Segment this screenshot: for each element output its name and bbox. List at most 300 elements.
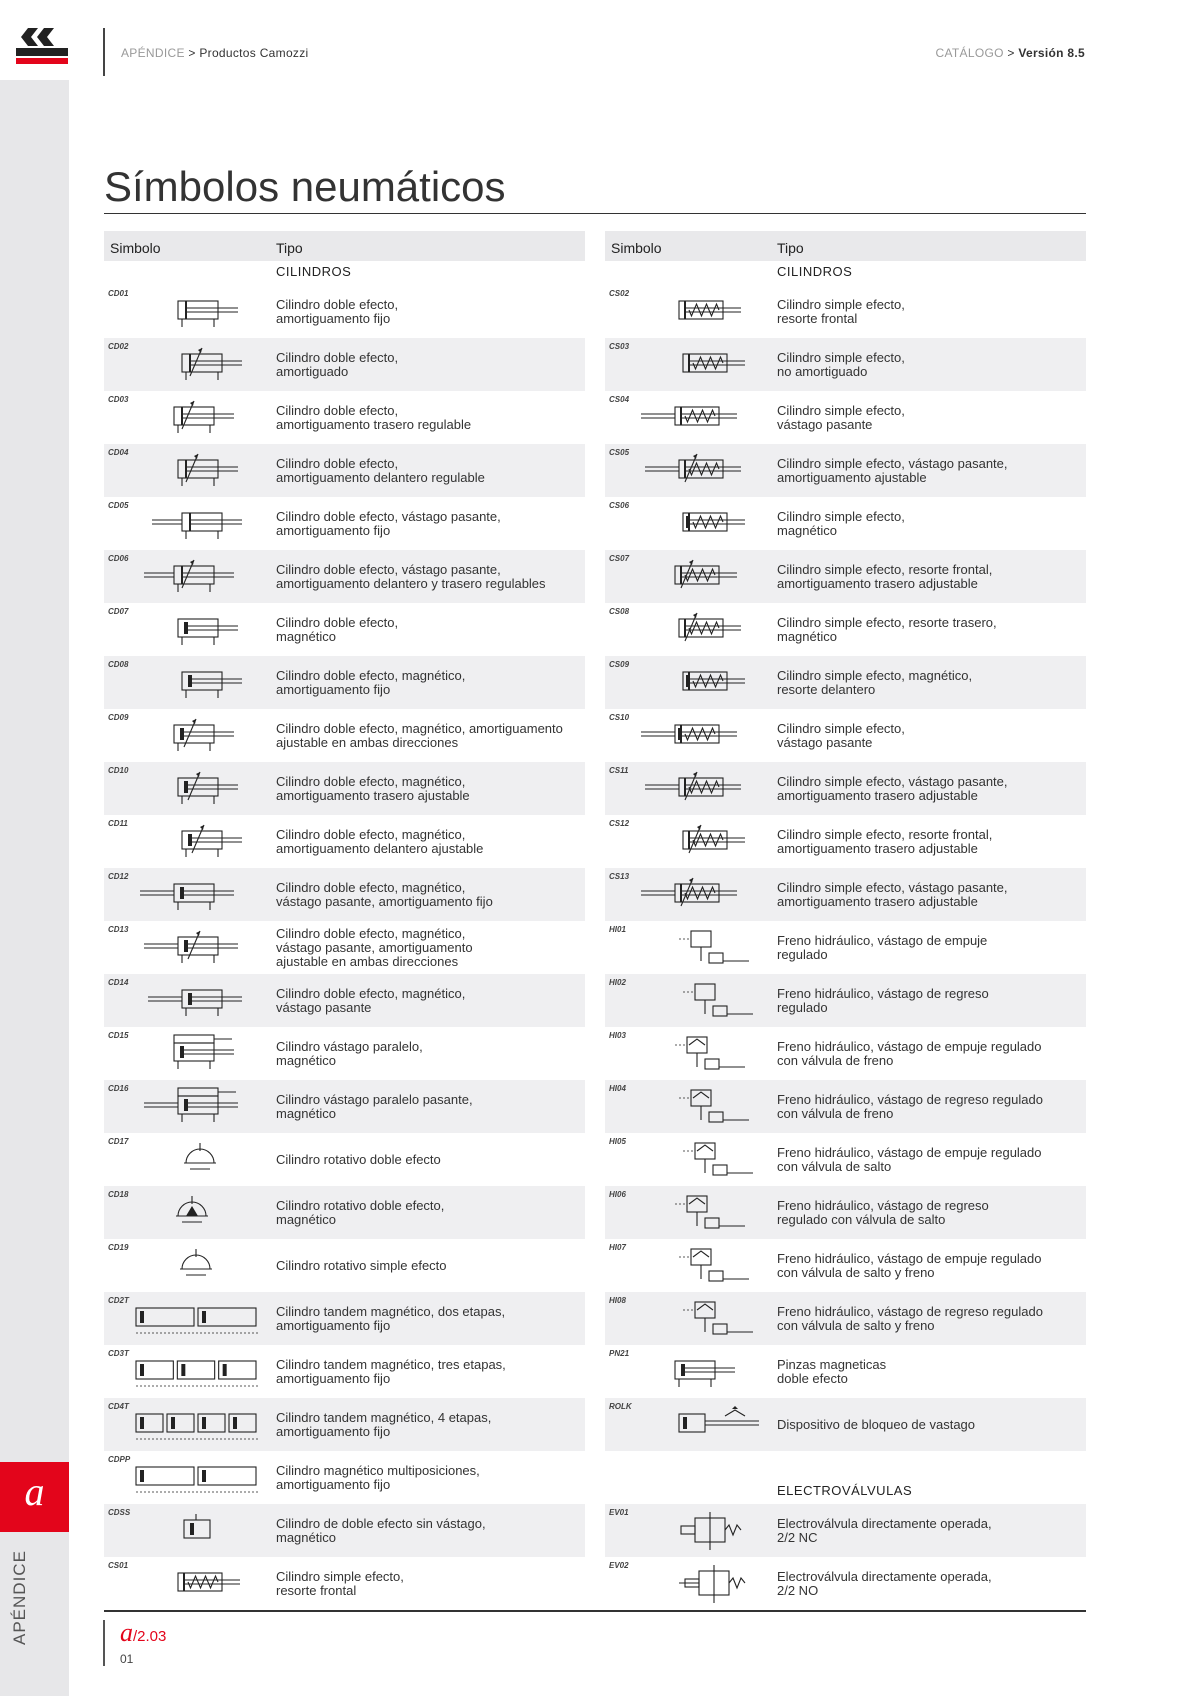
symbol-description (777, 391, 1082, 444)
symbol-code: ROLK (609, 1402, 632, 1411)
symbol-description (777, 815, 1082, 868)
hydraulic-brake-return-skip-brake-icon (635, 1298, 765, 1345)
pneumatic-symbol-icon (134, 503, 264, 545)
symbol-code: CD12 (108, 872, 129, 881)
pneumatic-symbol-icon (635, 1510, 765, 1552)
symbol-code: CD16 (108, 1084, 129, 1093)
title-divider (104, 213, 1086, 214)
symbol-description-text: Freno hidráulico, vástago de empuje regulado (777, 932, 988, 962)
symbol-code: CD14 (108, 978, 129, 987)
magnetic-cylinder-icon (134, 609, 264, 656)
symbol-description (276, 868, 581, 921)
symbol-description (276, 285, 581, 338)
symbol-code: CD2T (108, 1296, 129, 1305)
symbol-description-text: Cilindro simple efecto, magnético, resorte delantero (777, 667, 973, 697)
symbol-description (276, 550, 581, 603)
symbol-row (605, 338, 1086, 391)
symbol-code: CD09 (108, 713, 129, 722)
symbol-description (276, 815, 581, 868)
catalog-label[interactable]: CATÁLOGO (935, 46, 1004, 60)
symbol-description (777, 1186, 1082, 1239)
symbol-row (104, 444, 585, 497)
symbol-row (605, 974, 1086, 1027)
footer-divider (104, 1610, 1086, 1612)
pneumatic-symbol-icon (635, 450, 765, 492)
header-divider (103, 28, 105, 76)
magnetic-cylinder-both-adjustable-icon (134, 715, 264, 762)
symbol-description-text: Cilindro doble efecto, vástago pasante, amortiguamento delantero y trasero regulables (276, 561, 546, 591)
pneumatic-symbol-icon (635, 662, 765, 704)
symbol-description (777, 285, 1082, 338)
symbol-code: CD13 (108, 925, 129, 934)
multiposition-cylinder-icon (134, 1457, 264, 1504)
symbol-code: HI04 (609, 1084, 626, 1093)
symbol-row (605, 1504, 1086, 1557)
symbol-column-header: Simbolo (110, 240, 161, 256)
symbol-row (605, 921, 1086, 974)
pneumatic-symbol-icon (635, 1033, 765, 1075)
symbol-description (777, 1239, 1082, 1292)
symbol-row (605, 1133, 1086, 1186)
symbol-description-text: Electroválvula directamente operada, 2/2 NC (777, 1515, 992, 1545)
symbol-description-text: Cilindro doble efecto, magnético, amortiguamento trasero ajustable (276, 773, 470, 803)
symbol-row (605, 1080, 1086, 1133)
single-acting-magnetic-front-spring-icon (635, 662, 765, 709)
pneumatic-symbol-icon (635, 1086, 765, 1128)
hydraulic-brake-push-icon (635, 927, 765, 974)
symbol-table-left (104, 231, 585, 1610)
symbol-row (104, 709, 585, 762)
symbol-description (276, 1504, 581, 1557)
symbol-code: HI08 (609, 1296, 626, 1305)
tandem-cylinder-3-icon (134, 1351, 264, 1398)
symbol-description (777, 1080, 1082, 1133)
symbol-code: EV02 (609, 1561, 629, 1570)
symbol-row (104, 1345, 585, 1398)
symbol-description (777, 1504, 1082, 1557)
symbol-code: CD15 (108, 1031, 129, 1040)
symbol-description (276, 1345, 581, 1398)
symbol-description (276, 497, 581, 550)
symbol-description-text: Cilindro simple efecto, vástago pasante, amortiguamento trasero adjustable (777, 879, 1008, 909)
pneumatic-symbol-icon (635, 556, 765, 598)
symbol-description-text: Cilindro simple efecto, no amortiguado (777, 349, 905, 379)
symbol-description-text: Cilindro vástago paralelo pasante, magnético (276, 1091, 473, 1121)
symbol-description (777, 338, 1082, 391)
symbol-code: CS04 (609, 395, 630, 404)
pneumatic-symbol-icon (635, 1404, 765, 1446)
symbol-description (777, 603, 1082, 656)
pneumatic-symbol-icon (635, 980, 765, 1022)
symbol-description-text: Cilindro doble efecto, amortiguamento delantero regulable (276, 455, 485, 485)
symbol-description (777, 1133, 1082, 1186)
symbol-code: CD18 (108, 1190, 129, 1199)
symbol-description-text: Cilindro doble efecto, magnético, vástago pasante (276, 985, 466, 1015)
symbol-description-text: Freno hidráulico, vástago de regreso regulado con válvula de salto y freno (777, 1303, 1043, 1333)
symbol-code: CS09 (609, 660, 630, 669)
pneumatic-symbol-icon (134, 397, 264, 439)
symbol-description-text: Cilindro vástago paralelo, magnético (276, 1038, 423, 1068)
symbol-row (104, 1080, 585, 1133)
pneumatic-symbol-icon (134, 1245, 264, 1287)
symbol-code: CS02 (609, 289, 630, 298)
symbol-description-text: Cilindro doble efecto, magnético, vástago pasante, amortiguamento fijo (276, 879, 493, 909)
symbol-description-text: Cilindro simple efecto, vástago pasante (777, 720, 905, 750)
pneumatic-symbol-icon (134, 821, 264, 863)
tandem-cylinder-2-icon (134, 1298, 264, 1345)
symbol-description-text: Freno hidráulico, vástago de regreso regulado con válvula de salto (777, 1197, 989, 1227)
single-acting-spring-front-icon (635, 291, 765, 338)
symbol-description-text: Electroválvula directamente operada, 2/2 NO (777, 1568, 992, 1598)
symbol-description-text: Cilindro magnético multiposiciones, amortiguamento fijo (276, 1462, 480, 1492)
magnetic-cylinder-front-adjustable-icon (134, 821, 264, 868)
symbol-description (777, 1345, 1082, 1398)
symbol-code: CD3T (108, 1349, 129, 1358)
section-title: ELECTROVÁLVULAS (777, 1483, 913, 1498)
symbol-row (104, 656, 585, 709)
symbol-description (777, 444, 1082, 497)
symbol-description-text: Cilindro simple efecto, resorte frontal (777, 296, 905, 326)
symbol-description-text: Cilindro simple efecto, magnético (777, 508, 905, 538)
symbol-description (276, 656, 581, 709)
symbol-code: CS03 (609, 342, 630, 351)
camozzi-logo (0, 0, 69, 80)
symbol-description (276, 1239, 581, 1292)
symbol-code: HI07 (609, 1243, 626, 1252)
pneumatic-symbol-icon (134, 1457, 264, 1499)
symbol-description-text: Freno hidráulico, vástago de regreso regulado (777, 985, 989, 1015)
page-number-value: /2.03 (133, 1628, 167, 1645)
catalog-separator: > (1007, 46, 1015, 60)
symbol-code: CDPP (108, 1455, 131, 1464)
hydraulic-brake-return-valve-icon (635, 1086, 765, 1133)
symbol-row (605, 444, 1086, 497)
catalog-version (936, 46, 1085, 60)
symbol-description (276, 391, 581, 444)
rotary-cylinder-single-icon (134, 1245, 264, 1292)
symbol-code: CD11 (108, 819, 128, 828)
symbol-description (276, 1186, 581, 1239)
symbol-description (777, 497, 1082, 550)
symbol-description (777, 921, 1082, 974)
symbol-description (777, 1292, 1082, 1345)
magnetic-through-rod-adjustable-icon (134, 927, 264, 974)
single-acting-front-spring-rear-icon (635, 821, 765, 868)
symbol-description-text: Cilindro doble efecto, magnético, amortiguamento delantero ajustable (276, 826, 484, 856)
symbol-code: HI02 (609, 978, 626, 987)
symbol-code: CS08 (609, 607, 630, 616)
symbol-description (276, 444, 581, 497)
pneumatic-symbol-icon (635, 821, 765, 863)
symbol-row (104, 550, 585, 603)
symbol-row (104, 497, 585, 550)
symbol-description-text: Cilindro doble efecto, amortiguamento trasero regulable (276, 402, 472, 432)
symbol-row (104, 1451, 585, 1504)
symbol-row (104, 815, 585, 868)
sidebar (0, 0, 69, 1696)
single-acting-front-spring-adjustable-icon (635, 556, 765, 603)
symbol-row (605, 603, 1086, 656)
symbol-description-text: Freno hidráulico, vástago de regreso regulado con válvula de freno (777, 1091, 1043, 1121)
symbol-row (605, 815, 1086, 868)
symbol-description (777, 762, 1082, 815)
symbol-row (605, 868, 1086, 921)
symbol-description (276, 1292, 581, 1345)
symbol-code: CD03 (108, 395, 129, 404)
symbol-code: CD06 (108, 554, 129, 563)
symbol-row (605, 285, 1086, 338)
symbol-description (276, 921, 581, 974)
symbol-description-text: Cilindro simple efecto, resorte frontal, amortiguamento trasero adjustable (777, 561, 993, 591)
symbol-code: CDSS (108, 1508, 131, 1517)
symbol-description (276, 338, 581, 391)
symbol-description (777, 1027, 1082, 1080)
section-heading-row (605, 261, 1086, 285)
page-sub-number: 01 (120, 1652, 134, 1666)
single-acting-through-rod-icon (635, 397, 765, 444)
symbol-code: CS10 (609, 713, 630, 722)
symbol-description (276, 1398, 581, 1451)
parallel-through-rod-cylinder-icon (134, 1086, 264, 1133)
breadcrumb-page: Productos Camozzi (199, 46, 309, 60)
symbol-code: CS13 (609, 872, 630, 881)
single-acting-rear-spring-icon (635, 609, 765, 656)
symbol-row (104, 338, 585, 391)
pneumatic-symbol-icon (134, 768, 264, 810)
hydraulic-brake-push-skip-brake-icon (635, 1245, 765, 1292)
magnetic-cylinder-rear-adjustable-icon (134, 768, 264, 815)
symbol-description-text: Cilindro doble efecto, magnético, vástago pasante, amortiguamento ajustable en ambas direcciones (276, 925, 473, 969)
pneumatic-symbol-icon (635, 874, 765, 916)
symbol-row (605, 1292, 1086, 1345)
solenoid-valve-nc-icon (635, 1510, 765, 1557)
catalog-version-number: Versión 8.5 (1018, 46, 1085, 60)
symbol-row (104, 868, 585, 921)
symbol-row (104, 1027, 585, 1080)
rotary-cylinder-icon (134, 1139, 264, 1186)
single-acting-through-rod-rear-2-icon (635, 874, 765, 921)
double-acting-cylinder-icon (134, 291, 264, 338)
pneumatic-symbol-icon (134, 1139, 264, 1181)
symbol-description-text: Cilindro doble efecto, magnético, amortiguamento fijo (276, 667, 466, 697)
pneumatic-symbol-icon (134, 344, 264, 386)
symbol-description (777, 1398, 1082, 1451)
hydraulic-brake-push-valve-icon (635, 1033, 765, 1080)
symbol-code: PN21 (609, 1349, 630, 1358)
rotary-cylinder-magnetic-icon (134, 1192, 264, 1239)
rod-lock-device-icon (635, 1404, 765, 1451)
symbol-description-text: Cilindro simple efecto, resorte frontal, amortiguamento trasero adjustable (777, 826, 993, 856)
single-acting-magnetic-icon (635, 503, 765, 550)
pneumatic-symbol-icon (635, 1139, 765, 1181)
parallel-rod-cylinder-icon (134, 1033, 264, 1080)
symbol-row (104, 921, 585, 974)
symbol-code: EV01 (609, 1508, 629, 1517)
pneumatic-symbol-icon (134, 291, 264, 333)
symbol-description (276, 1557, 581, 1610)
symbol-description (276, 1080, 581, 1133)
pneumatic-symbol-icon (635, 1351, 765, 1393)
table-header (104, 231, 585, 261)
symbol-description-text: Cilindro doble efecto, magnético (276, 614, 399, 644)
symbol-description-text: Dispositivo de bloqueo de vastago (777, 1416, 976, 1432)
double-acting-cylinder-cushioned-icon (134, 344, 264, 391)
symbol-code: CD05 (108, 501, 129, 510)
symbol-row (104, 285, 585, 338)
symbol-description-text: Freno hidráulico, vástago de empuje regulado con válvula de salto y freno (777, 1250, 1042, 1280)
symbol-code: CS05 (609, 448, 630, 457)
hydraulic-brake-push-skip-icon (635, 1139, 765, 1186)
breadcrumb-section[interactable]: APÉNDICE (121, 46, 185, 60)
tandem-cylinder-4-icon (134, 1404, 264, 1451)
pneumatic-symbol-icon (134, 1192, 264, 1234)
symbol-code: CD07 (108, 607, 129, 616)
symbol-row (605, 1398, 1086, 1451)
single-acting-through-rod-magnetic-icon (635, 715, 765, 762)
symbol-description-text: Cilindro de doble efecto sin vástago, magnético (276, 1515, 486, 1545)
symbol-description-text: Cilindro simple efecto, vástago pasante, amortiguamento trasero adjustable (777, 773, 1008, 803)
symbol-description (777, 656, 1082, 709)
pneumatic-symbol-icon (134, 980, 264, 1022)
single-acting-cylinder-icon (134, 1563, 264, 1610)
pneumatic-symbol-icon (134, 609, 264, 651)
symbol-code: CS06 (609, 501, 630, 510)
symbol-row (605, 550, 1086, 603)
pneumatic-symbol-icon (635, 1298, 765, 1340)
single-acting-uncushioned-icon (635, 344, 765, 391)
symbol-row (104, 974, 585, 1027)
symbol-column-header: Simbolo (611, 240, 662, 256)
symbol-row (605, 1186, 1086, 1239)
table-header (605, 231, 1086, 261)
symbol-description (276, 974, 581, 1027)
pneumatic-symbol-icon (134, 1510, 264, 1552)
symbol-code: CS12 (609, 819, 630, 828)
section-title: CILINDROS (276, 264, 352, 279)
section-title: CILINDROS (777, 264, 853, 279)
page-number (120, 1618, 166, 1648)
symbol-row (605, 1557, 1086, 1610)
pneumatic-symbol-icon (134, 1351, 264, 1393)
symbol-row (104, 1292, 585, 1345)
symbol-table-right (605, 231, 1086, 1610)
pneumatic-symbol-icon (635, 715, 765, 757)
symbol-row (605, 1239, 1086, 1292)
pneumatic-symbol-icon (635, 397, 765, 439)
symbol-code: CD4T (108, 1402, 129, 1411)
symbol-code: CS11 (609, 766, 629, 775)
pneumatic-symbol-icon (134, 1033, 264, 1075)
symbol-description-text: Cilindro tandem magnético, dos etapas, amortiguamento fijo (276, 1303, 506, 1333)
pneumatic-symbol-icon (134, 927, 264, 969)
symbol-description (777, 550, 1082, 603)
hydraulic-brake-return-skip-icon (635, 1192, 765, 1239)
solenoid-valve-no-icon (635, 1563, 765, 1610)
through-rod-cylinder-adjustable-icon (134, 556, 264, 603)
symbol-code: CS01 (108, 1561, 129, 1570)
symbol-code: CD08 (108, 660, 129, 669)
footer-side-rule (103, 1620, 105, 1666)
symbol-description-text: Freno hidráulico, vástago de empuje regulado con válvula de salto (777, 1144, 1042, 1174)
symbol-code: CD04 (108, 448, 129, 457)
symbol-code: HI06 (609, 1190, 626, 1199)
symbol-description-text: Cilindro doble efecto, magnético, amortiguamento ajustable en ambas direcciones (276, 720, 563, 750)
symbol-description (777, 974, 1082, 1027)
hydraulic-brake-return-icon (635, 980, 765, 1027)
pneumatic-symbol-icon (635, 344, 765, 386)
symbol-code: HI03 (609, 1031, 626, 1040)
symbol-row (104, 762, 585, 815)
pneumatic-symbol-icon (134, 874, 264, 916)
magnetic-through-rod-icon (134, 874, 264, 921)
pneumatic-symbol-icon (134, 1086, 264, 1128)
magnetic-through-rod-plain-icon (134, 980, 264, 1027)
type-column-header: Tipo (276, 240, 303, 256)
symbol-code: CD01 (108, 289, 129, 298)
symbol-description-text: Cilindro rotativo doble efecto, magnético (276, 1197, 445, 1227)
symbol-description-text: Cilindro rotativo doble efecto (276, 1151, 441, 1167)
symbol-code: HI05 (609, 1137, 626, 1146)
section-label: APÉNDICE (10, 1550, 29, 1645)
symbol-description (276, 762, 581, 815)
type-column-header: Tipo (777, 240, 804, 256)
pneumatic-symbol-icon (635, 291, 765, 333)
pneumatic-symbol-icon (635, 1563, 765, 1605)
section-heading-row (104, 261, 585, 285)
symbol-row (605, 709, 1086, 762)
magnetic-gripper-icon (635, 1351, 765, 1398)
pneumatic-symbol-icon (134, 450, 264, 492)
double-acting-cylinder-rear-adjustable-icon (134, 397, 264, 444)
symbol-row (605, 1027, 1086, 1080)
symbol-description-text: Cilindro simple efecto, resorte frontal (276, 1568, 404, 1598)
symbol-code: CD10 (108, 766, 129, 775)
symbol-description-text: Cilindro rotativo simple efecto (276, 1257, 447, 1273)
through-rod-cylinder-icon (134, 503, 264, 550)
page-prefix: a (120, 1618, 133, 1647)
symbol-code: CD02 (108, 342, 129, 351)
symbol-description (276, 1133, 581, 1186)
symbol-description (276, 709, 581, 762)
symbol-code: CS07 (609, 554, 630, 563)
symbol-row (605, 391, 1086, 444)
symbol-description-text: Cilindro doble efecto, vástago pasante, amortiguamento fijo (276, 508, 501, 538)
symbol-description-text: Cilindro doble efecto, amortiguamento fijo (276, 296, 399, 326)
symbol-row (104, 603, 585, 656)
pneumatic-symbol-icon (134, 556, 264, 598)
rodless-cylinder-icon (134, 1510, 264, 1557)
symbol-description-text: Cilindro simple efecto, vástago pasante, amortiguamento ajustable (777, 455, 1008, 485)
pneumatic-symbol-icon (134, 715, 264, 757)
symbol-row (104, 1186, 585, 1239)
symbol-description-text: Pinzas magneticas doble efecto (777, 1356, 887, 1386)
symbol-code: CD17 (108, 1137, 129, 1146)
symbol-description-text: Cilindro tandem magnético, 4 etapas, amortiguamento fijo (276, 1409, 492, 1439)
symbol-row (605, 497, 1086, 550)
breadcrumb-separator: > (188, 46, 196, 60)
symbol-row (104, 1557, 585, 1610)
symbol-code: HI01 (609, 925, 626, 934)
symbol-description-text: Cilindro simple efecto, vástago pasante (777, 402, 905, 432)
double-acting-cylinder-front-adjustable-icon (134, 450, 264, 497)
symbol-row (104, 391, 585, 444)
single-acting-through-rod-adjustable-icon (635, 450, 765, 497)
pneumatic-symbol-icon (134, 662, 264, 704)
symbol-description (777, 1557, 1082, 1610)
symbol-description-text: Cilindro doble efecto, amortiguado (276, 349, 399, 379)
breadcrumb (121, 46, 308, 60)
pneumatic-symbol-icon (635, 609, 765, 651)
